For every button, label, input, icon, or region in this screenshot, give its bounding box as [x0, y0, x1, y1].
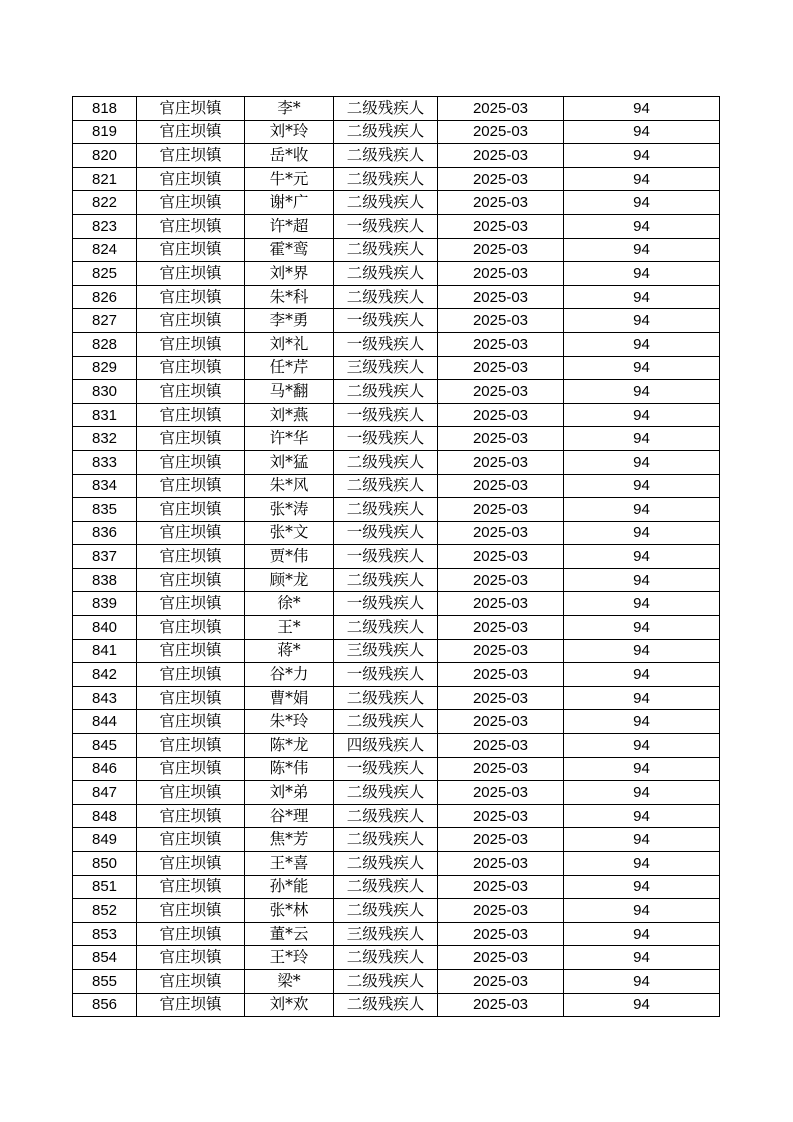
disability-level-cell: 二级残疾人 — [334, 710, 438, 734]
name-cell: 李*勇 — [245, 309, 334, 333]
town-cell: 官庄坝镇 — [137, 639, 245, 663]
table-row — [73, 144, 720, 168]
row-number-cell: 856 — [73, 993, 137, 1017]
disability-level-cell: 一级残疾人 — [334, 214, 438, 238]
row-number-cell: 829 — [73, 356, 137, 380]
row-number-cell: 838 — [73, 568, 137, 592]
table-row — [73, 167, 720, 191]
date-cell: 2025-03 — [438, 852, 564, 876]
table-row — [73, 875, 720, 899]
row-number-cell: 834 — [73, 474, 137, 498]
town-cell: 官庄坝镇 — [137, 97, 245, 121]
town-cell: 官庄坝镇 — [137, 309, 245, 333]
disability-level-cell: 一级残疾人 — [334, 332, 438, 356]
town-cell: 官庄坝镇 — [137, 592, 245, 616]
name-cell: 谢*广 — [245, 191, 334, 215]
amount-cell: 94 — [564, 285, 720, 309]
row-number-cell: 843 — [73, 686, 137, 710]
name-cell: 许*超 — [245, 214, 334, 238]
amount-cell: 94 — [564, 144, 720, 168]
town-cell: 官庄坝镇 — [137, 356, 245, 380]
amount-cell: 94 — [564, 875, 720, 899]
row-number-cell: 855 — [73, 969, 137, 993]
amount-cell: 94 — [564, 214, 720, 238]
row-number-cell: 847 — [73, 781, 137, 805]
row-number-cell: 844 — [73, 710, 137, 734]
disability-level-cell: 一级残疾人 — [334, 427, 438, 451]
town-cell: 官庄坝镇 — [137, 285, 245, 309]
name-cell: 顾*龙 — [245, 568, 334, 592]
town-cell: 官庄坝镇 — [137, 191, 245, 215]
name-cell: 张*文 — [245, 521, 334, 545]
town-cell: 官庄坝镇 — [137, 450, 245, 474]
table-row — [73, 191, 720, 215]
disability-level-cell: 二级残疾人 — [334, 120, 438, 144]
name-cell: 刘*燕 — [245, 403, 334, 427]
name-cell: 刘*礼 — [245, 332, 334, 356]
disability-level-cell: 二级残疾人 — [334, 828, 438, 852]
date-cell: 2025-03 — [438, 474, 564, 498]
name-cell: 董*云 — [245, 922, 334, 946]
town-cell: 官庄坝镇 — [137, 686, 245, 710]
disability-level-cell: 一级残疾人 — [334, 545, 438, 569]
town-cell: 官庄坝镇 — [137, 922, 245, 946]
town-cell: 官庄坝镇 — [137, 993, 245, 1017]
date-cell: 2025-03 — [438, 238, 564, 262]
date-cell: 2025-03 — [438, 167, 564, 191]
amount-cell: 94 — [564, 993, 720, 1017]
table-row — [73, 686, 720, 710]
disability-level-cell: 二级残疾人 — [334, 262, 438, 286]
disability-level-cell: 二级残疾人 — [334, 616, 438, 640]
date-cell: 2025-03 — [438, 403, 564, 427]
town-cell: 官庄坝镇 — [137, 969, 245, 993]
name-cell: 朱*科 — [245, 285, 334, 309]
amount-cell: 94 — [564, 852, 720, 876]
table-row — [73, 899, 720, 923]
row-number-cell: 822 — [73, 191, 137, 215]
disability-level-cell: 二级残疾人 — [334, 946, 438, 970]
name-cell: 张*林 — [245, 899, 334, 923]
disability-level-cell: 二级残疾人 — [334, 804, 438, 828]
disability-level-cell: 二级残疾人 — [334, 568, 438, 592]
table-row — [73, 781, 720, 805]
amount-cell: 94 — [564, 922, 720, 946]
name-cell: 蒋* — [245, 639, 334, 663]
date-cell: 2025-03 — [438, 380, 564, 404]
disability-level-cell: 二级残疾人 — [334, 993, 438, 1017]
amount-cell: 94 — [564, 757, 720, 781]
amount-cell: 94 — [564, 332, 720, 356]
name-cell: 朱*风 — [245, 474, 334, 498]
date-cell: 2025-03 — [438, 498, 564, 522]
date-cell: 2025-03 — [438, 710, 564, 734]
disability-level-cell: 三级残疾人 — [334, 356, 438, 380]
disability-level-cell: 二级残疾人 — [334, 97, 438, 121]
disability-level-cell: 二级残疾人 — [334, 852, 438, 876]
name-cell: 陈*伟 — [245, 757, 334, 781]
name-cell: 任*芹 — [245, 356, 334, 380]
date-cell: 2025-03 — [438, 309, 564, 333]
amount-cell: 94 — [564, 710, 720, 734]
table-row — [73, 262, 720, 286]
name-cell: 曹*娟 — [245, 686, 334, 710]
amount-cell: 94 — [564, 262, 720, 286]
date-cell: 2025-03 — [438, 545, 564, 569]
row-number-cell: 854 — [73, 946, 137, 970]
date-cell: 2025-03 — [438, 828, 564, 852]
date-cell: 2025-03 — [438, 686, 564, 710]
name-cell: 王*喜 — [245, 852, 334, 876]
disability-level-cell: 二级残疾人 — [334, 380, 438, 404]
row-number-cell: 824 — [73, 238, 137, 262]
town-cell: 官庄坝镇 — [137, 946, 245, 970]
date-cell: 2025-03 — [438, 993, 564, 1017]
town-cell: 官庄坝镇 — [137, 899, 245, 923]
row-number-cell: 849 — [73, 828, 137, 852]
date-cell: 2025-03 — [438, 427, 564, 451]
town-cell: 官庄坝镇 — [137, 332, 245, 356]
name-cell: 焦*芳 — [245, 828, 334, 852]
town-cell: 官庄坝镇 — [137, 568, 245, 592]
date-cell: 2025-03 — [438, 332, 564, 356]
name-cell: 梁* — [245, 969, 334, 993]
town-cell: 官庄坝镇 — [137, 757, 245, 781]
town-cell: 官庄坝镇 — [137, 710, 245, 734]
disability-level-cell: 一级残疾人 — [334, 663, 438, 687]
row-number-cell: 827 — [73, 309, 137, 333]
row-number-cell: 853 — [73, 922, 137, 946]
disability-level-cell: 二级残疾人 — [334, 167, 438, 191]
table-row — [73, 804, 720, 828]
town-cell: 官庄坝镇 — [137, 781, 245, 805]
table-row — [73, 639, 720, 663]
table-row — [73, 592, 720, 616]
name-cell: 谷*理 — [245, 804, 334, 828]
amount-cell: 94 — [564, 781, 720, 805]
name-cell: 李* — [245, 97, 334, 121]
subsidy-table — [72, 96, 720, 1017]
date-cell: 2025-03 — [438, 568, 564, 592]
amount-cell: 94 — [564, 969, 720, 993]
row-number-cell: 823 — [73, 214, 137, 238]
town-cell: 官庄坝镇 — [137, 616, 245, 640]
town-cell: 官庄坝镇 — [137, 262, 245, 286]
date-cell: 2025-03 — [438, 450, 564, 474]
town-cell: 官庄坝镇 — [137, 734, 245, 758]
date-cell: 2025-03 — [438, 734, 564, 758]
town-cell: 官庄坝镇 — [137, 852, 245, 876]
row-number-cell: 826 — [73, 285, 137, 309]
row-number-cell: 850 — [73, 852, 137, 876]
disability-level-cell: 一级残疾人 — [334, 403, 438, 427]
name-cell: 徐* — [245, 592, 334, 616]
town-cell: 官庄坝镇 — [137, 144, 245, 168]
town-cell: 官庄坝镇 — [137, 403, 245, 427]
row-number-cell: 818 — [73, 97, 137, 121]
date-cell: 2025-03 — [438, 285, 564, 309]
table-row — [73, 120, 720, 144]
town-cell: 官庄坝镇 — [137, 875, 245, 899]
disability-level-cell: 二级残疾人 — [334, 899, 438, 923]
amount-cell: 94 — [564, 498, 720, 522]
table-row — [73, 97, 720, 121]
row-number-cell: 832 — [73, 427, 137, 451]
row-number-cell: 840 — [73, 616, 137, 640]
table-row — [73, 852, 720, 876]
name-cell: 刘*猛 — [245, 450, 334, 474]
table-row — [73, 734, 720, 758]
date-cell: 2025-03 — [438, 781, 564, 805]
date-cell: 2025-03 — [438, 616, 564, 640]
amount-cell: 94 — [564, 191, 720, 215]
disability-level-cell: 二级残疾人 — [334, 191, 438, 215]
town-cell: 官庄坝镇 — [137, 545, 245, 569]
disability-level-cell: 一级残疾人 — [334, 309, 438, 333]
amount-cell: 94 — [564, 828, 720, 852]
name-cell: 岳*收 — [245, 144, 334, 168]
date-cell: 2025-03 — [438, 120, 564, 144]
row-number-cell: 846 — [73, 757, 137, 781]
amount-cell: 94 — [564, 545, 720, 569]
disability-level-cell: 二级残疾人 — [334, 285, 438, 309]
town-cell: 官庄坝镇 — [137, 828, 245, 852]
date-cell: 2025-03 — [438, 899, 564, 923]
town-cell: 官庄坝镇 — [137, 380, 245, 404]
table-row — [73, 332, 720, 356]
name-cell: 刘*欢 — [245, 993, 334, 1017]
row-number-cell: 820 — [73, 144, 137, 168]
row-number-cell: 836 — [73, 521, 137, 545]
town-cell: 官庄坝镇 — [137, 804, 245, 828]
amount-cell: 94 — [564, 380, 720, 404]
disability-level-cell: 三级残疾人 — [334, 639, 438, 663]
row-number-cell: 852 — [73, 899, 137, 923]
name-cell: 王* — [245, 616, 334, 640]
table-body — [73, 97, 720, 1017]
town-cell: 官庄坝镇 — [137, 120, 245, 144]
town-cell: 官庄坝镇 — [137, 214, 245, 238]
table-row — [73, 616, 720, 640]
date-cell: 2025-03 — [438, 592, 564, 616]
amount-cell: 94 — [564, 804, 720, 828]
row-number-cell: 839 — [73, 592, 137, 616]
table-row — [73, 710, 720, 734]
date-cell: 2025-03 — [438, 922, 564, 946]
town-cell: 官庄坝镇 — [137, 663, 245, 687]
name-cell: 霍*鸾 — [245, 238, 334, 262]
name-cell: 谷*力 — [245, 663, 334, 687]
table-row — [73, 309, 720, 333]
disability-level-cell: 三级残疾人 — [334, 922, 438, 946]
name-cell: 陈*龙 — [245, 734, 334, 758]
table-row — [73, 427, 720, 451]
amount-cell: 94 — [564, 639, 720, 663]
name-cell: 孙*能 — [245, 875, 334, 899]
name-cell: 王*玲 — [245, 946, 334, 970]
amount-cell: 94 — [564, 356, 720, 380]
name-cell: 贾*伟 — [245, 545, 334, 569]
amount-cell: 94 — [564, 450, 720, 474]
disability-level-cell: 四级残疾人 — [334, 734, 438, 758]
date-cell: 2025-03 — [438, 356, 564, 380]
row-number-cell: 830 — [73, 380, 137, 404]
amount-cell: 94 — [564, 592, 720, 616]
town-cell: 官庄坝镇 — [137, 521, 245, 545]
row-number-cell: 831 — [73, 403, 137, 427]
name-cell: 马*翻 — [245, 380, 334, 404]
table-row — [73, 828, 720, 852]
amount-cell: 94 — [564, 427, 720, 451]
disability-level-cell: 二级残疾人 — [334, 498, 438, 522]
amount-cell: 94 — [564, 616, 720, 640]
town-cell: 官庄坝镇 — [137, 238, 245, 262]
table-row — [73, 450, 720, 474]
amount-cell: 94 — [564, 97, 720, 121]
name-cell: 刘*界 — [245, 262, 334, 286]
table-row — [73, 993, 720, 1017]
date-cell: 2025-03 — [438, 875, 564, 899]
table-row — [73, 238, 720, 262]
amount-cell: 94 — [564, 686, 720, 710]
disability-level-cell: 一级残疾人 — [334, 521, 438, 545]
date-cell: 2025-03 — [438, 804, 564, 828]
amount-cell: 94 — [564, 474, 720, 498]
date-cell: 2025-03 — [438, 97, 564, 121]
amount-cell: 94 — [564, 521, 720, 545]
table-row — [73, 498, 720, 522]
table-row — [73, 946, 720, 970]
row-number-cell: 845 — [73, 734, 137, 758]
row-number-cell: 851 — [73, 875, 137, 899]
amount-cell: 94 — [564, 238, 720, 262]
disability-level-cell: 二级残疾人 — [334, 450, 438, 474]
name-cell: 张*涛 — [245, 498, 334, 522]
town-cell: 官庄坝镇 — [137, 498, 245, 522]
row-number-cell: 828 — [73, 332, 137, 356]
date-cell: 2025-03 — [438, 144, 564, 168]
table-row — [73, 474, 720, 498]
amount-cell: 94 — [564, 734, 720, 758]
disability-level-cell: 一级残疾人 — [334, 757, 438, 781]
row-number-cell: 821 — [73, 167, 137, 191]
table-row — [73, 969, 720, 993]
name-cell: 朱*玲 — [245, 710, 334, 734]
date-cell: 2025-03 — [438, 946, 564, 970]
disability-level-cell: 二级残疾人 — [334, 781, 438, 805]
disability-level-cell: 二级残疾人 — [334, 875, 438, 899]
table-row — [73, 568, 720, 592]
town-cell: 官庄坝镇 — [137, 167, 245, 191]
amount-cell: 94 — [564, 120, 720, 144]
row-number-cell: 841 — [73, 639, 137, 663]
date-cell: 2025-03 — [438, 969, 564, 993]
date-cell: 2025-03 — [438, 639, 564, 663]
table-row — [73, 922, 720, 946]
amount-cell: 94 — [564, 899, 720, 923]
amount-cell: 94 — [564, 946, 720, 970]
table-row — [73, 663, 720, 687]
name-cell: 刘*弟 — [245, 781, 334, 805]
date-cell: 2025-03 — [438, 663, 564, 687]
town-cell: 官庄坝镇 — [137, 474, 245, 498]
table-row — [73, 545, 720, 569]
row-number-cell: 825 — [73, 262, 137, 286]
row-number-cell: 835 — [73, 498, 137, 522]
amount-cell: 94 — [564, 403, 720, 427]
town-cell: 官庄坝镇 — [137, 427, 245, 451]
date-cell: 2025-03 — [438, 191, 564, 215]
name-cell: 许*华 — [245, 427, 334, 451]
disability-level-cell: 二级残疾人 — [334, 474, 438, 498]
row-number-cell: 819 — [73, 120, 137, 144]
disability-level-cell: 二级残疾人 — [334, 969, 438, 993]
subsidy-table-page — [72, 96, 720, 1017]
table-row — [73, 214, 720, 238]
disability-level-cell: 二级残疾人 — [334, 238, 438, 262]
table-row — [73, 356, 720, 380]
table-row — [73, 285, 720, 309]
disability-level-cell: 二级残疾人 — [334, 144, 438, 168]
disability-level-cell: 二级残疾人 — [334, 686, 438, 710]
name-cell: 牛*元 — [245, 167, 334, 191]
row-number-cell: 848 — [73, 804, 137, 828]
date-cell: 2025-03 — [438, 521, 564, 545]
table-row — [73, 403, 720, 427]
amount-cell: 94 — [564, 309, 720, 333]
table-row — [73, 521, 720, 545]
amount-cell: 94 — [564, 663, 720, 687]
date-cell: 2025-03 — [438, 262, 564, 286]
disability-level-cell: 一级残疾人 — [334, 592, 438, 616]
name-cell: 刘*玲 — [245, 120, 334, 144]
amount-cell: 94 — [564, 167, 720, 191]
row-number-cell: 833 — [73, 450, 137, 474]
amount-cell: 94 — [564, 568, 720, 592]
date-cell: 2025-03 — [438, 757, 564, 781]
table-row — [73, 380, 720, 404]
date-cell: 2025-03 — [438, 214, 564, 238]
row-number-cell: 842 — [73, 663, 137, 687]
row-number-cell: 837 — [73, 545, 137, 569]
table-row — [73, 757, 720, 781]
